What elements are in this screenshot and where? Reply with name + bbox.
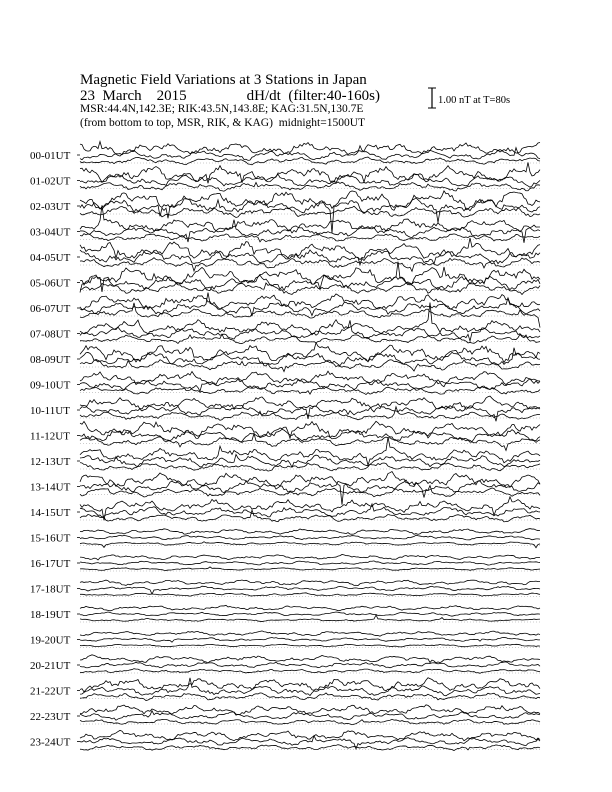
trace-rik-15-16ut [80,535,540,540]
hour-label: 14-15UT [30,507,71,519]
trace-rik-00-01ut [80,146,540,161]
hour-label: 13-14UT [30,481,71,494]
trace-rik-11-12ut [80,429,540,441]
trace-msr-11-12ut [80,434,540,451]
hour-grid [77,155,540,750]
trace-rik-18-19ut [80,612,540,616]
hour-labels [30,150,71,749]
trace-kag-22-23ut [80,705,540,715]
hour-label: 00-01UT [30,150,71,162]
hour-label: 11-12UT [30,430,70,443]
trace-msr-01-02ut [80,182,540,191]
midnight-text: midnight=1500UT [278,117,366,129]
hour-label: 18-19UT [30,609,71,621]
trace-msr-20-21ut [80,669,540,674]
trace-msr-08-09ut [80,360,540,372]
trace-kag-23-24ut [80,730,540,740]
station-coordinates: MSR:44.4N,142.3E; RIK:43.5N,143.8E; KAG:31.5N,130.7E [80,103,364,115]
hour-label: 21-22UT [30,685,71,698]
hour-label: 15-16UT [30,532,71,545]
hour-label: 23-24UT [30,736,71,749]
trace-rik-20-21ut [80,662,540,668]
trace-msr-16-17ut [80,567,540,571]
trace-rik-02-03ut [80,198,540,223]
trace-msr-09-10ut [80,386,540,394]
hour-label: 12-13UT [30,456,71,468]
trace-msr-05-06ut [80,283,540,295]
trace-kag-04-05ut [80,238,540,260]
trace-rik-19-20ut [80,638,540,643]
trace-msr-12-13ut [80,463,540,471]
hour-label: 07-08UT [30,328,71,341]
hour-label: 22-23UT [30,711,71,723]
trace-msr-03-04ut [80,233,540,241]
order-text: (from bottom to top, MSR, RIK, & KAG) [80,117,273,129]
trace-kag-17-18ut [80,580,540,586]
hour-label: 05-06UT [30,277,71,290]
hour-label: 19-20UT [30,634,71,647]
chart-title: Magnetic Field Variations at 3 Stations in Japan [80,72,367,88]
trace-msr-06-07ut [80,303,540,328]
trace-rik-17-18ut [80,586,540,594]
hour-label: 04-05UT [30,252,71,264]
hour-label: 09-10UT [30,379,71,392]
hour-label: 02-03UT [30,201,71,213]
trace-rik-07-08ut [80,320,540,341]
trace-kag-20-21ut [80,655,540,663]
hour-label: 08-09UT [30,354,71,366]
trace-rik-08-09ut [80,348,540,366]
date-month: March [102,88,142,104]
hour-label: 16-17UT [30,558,71,570]
trace-rik-04-05ut [80,250,540,265]
hour-label: 10-11UT [30,405,70,417]
trace-rik-05-06ut [80,262,540,293]
quantity-label: dH/dt [246,88,281,104]
trace-msr-17-18ut [80,593,540,596]
hour-label: 01-02UT [30,175,71,188]
trace-rik-14-15ut [80,504,540,517]
trace-rik-03-04ut [80,220,540,242]
trace-kag-19-20ut [80,631,540,636]
trace-msr-15-16ut [80,542,540,548]
trace-kag-00-01ut [80,142,540,157]
trace-kag-18-19ut [80,605,540,611]
trace-group [80,142,540,751]
hour-label: 06-07UT [30,303,71,315]
trace-msr-18-19ut [80,615,540,621]
filter-label: (filter:40-160s) [288,88,380,104]
date-day: 23 [80,88,95,104]
trace-msr-19-20ut [80,644,540,647]
hour-label: 17-18UT [30,583,71,596]
scale-label: 1.00 nT at T=80s [438,95,511,106]
trace-rik-16-17ut [80,561,540,565]
date-year: 2015 [156,88,187,104]
trace-kag-11-12ut [80,421,540,438]
trace-msr-04-05ut [80,258,540,272]
trace-rik-12-13ut [80,454,540,467]
hour-label: 20-21UT [30,660,71,672]
trace-kag-21-22ut [80,678,540,692]
hour-label: 03-04UT [30,226,71,239]
trace-kag-15-16ut [80,529,540,535]
trace-kag-09-10ut [80,371,540,386]
trace-kag-16-17ut [80,554,540,559]
trace-msr-23-24ut [80,745,540,751]
scale-bar [428,88,436,108]
